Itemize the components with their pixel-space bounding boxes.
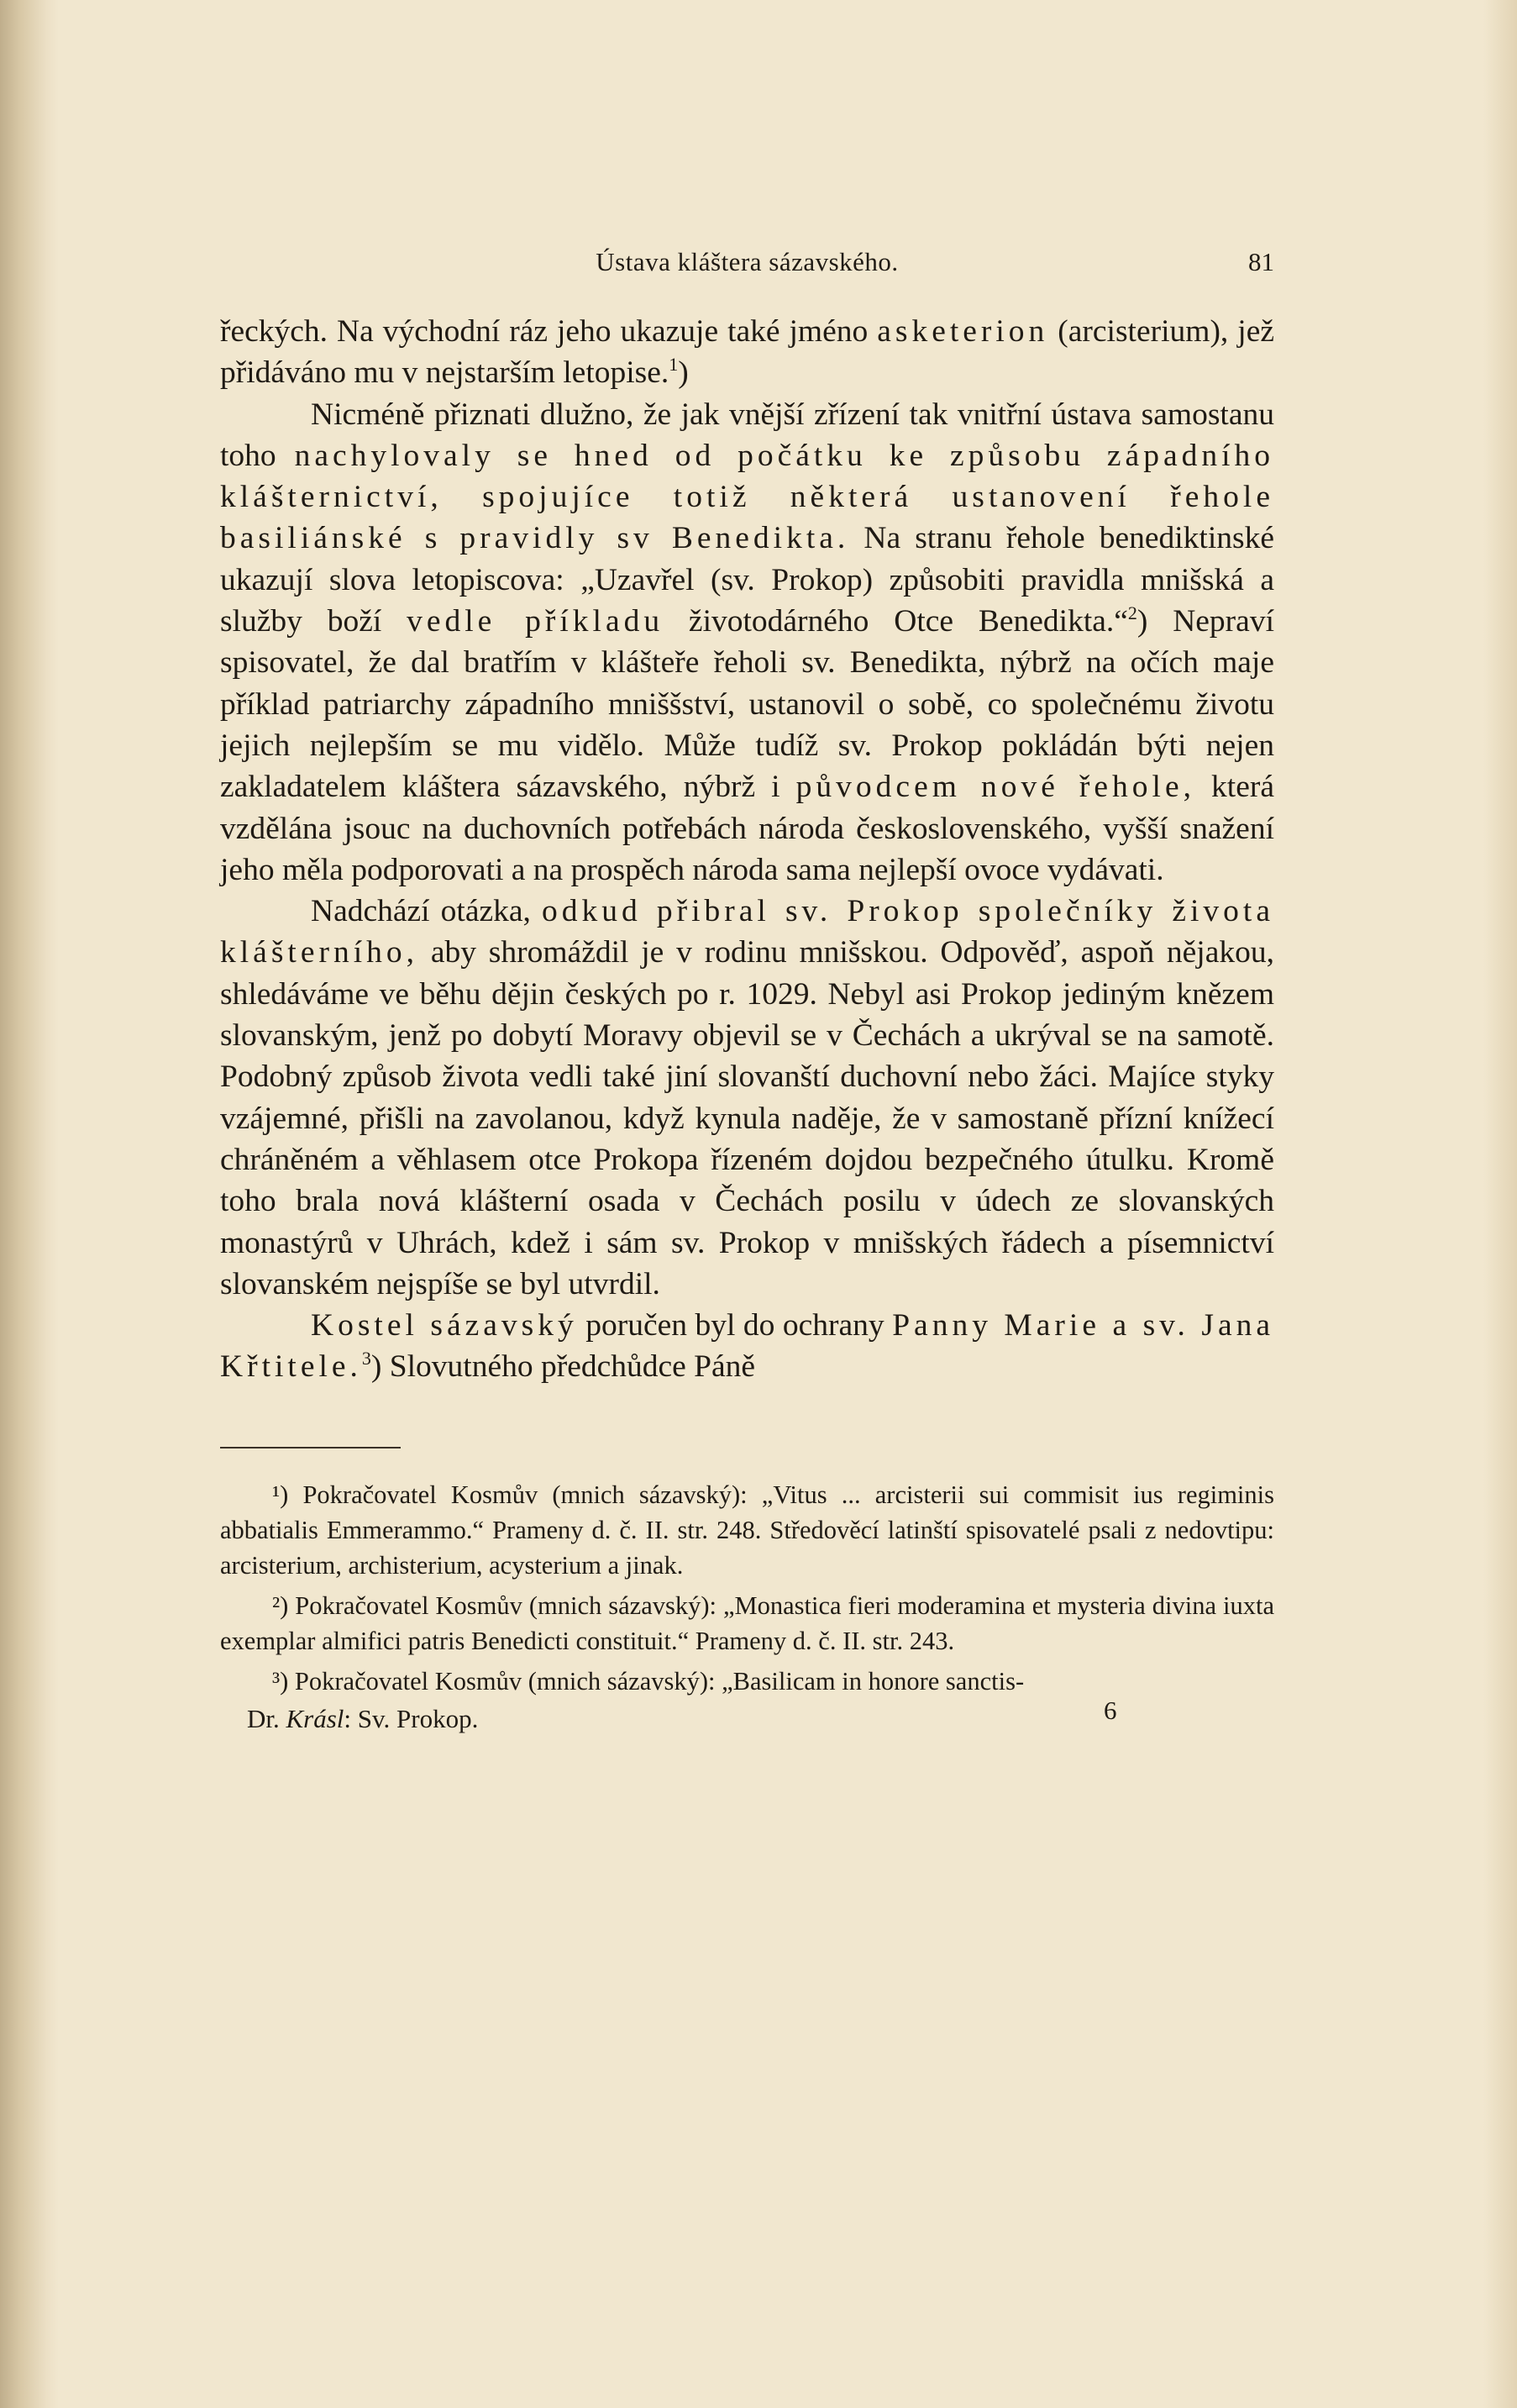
text-run: ) Slovutného předchůdce Páně	[370, 1349, 756, 1385]
body-paragraph	[220, 311, 1274, 394]
text-run: životodárného Otce Benedikta.“	[664, 604, 1128, 639]
text-run: (arcisterium), jež přidáváno mu v nejstarším letopise.	[220, 314, 1274, 391]
body-paragraph	[220, 1305, 1274, 1388]
footer-author-prefix: Dr.	[247, 1703, 286, 1733]
book-gutter-shadow	[0, 0, 59, 2408]
page-number: 81	[1248, 247, 1274, 276]
footnote-rule	[220, 1447, 401, 1448]
page-edge-shadow	[1483, 0, 1517, 2408]
footnotes	[220, 1477, 1274, 1699]
footnote: ²) Pokračovatel Kosmův (mnich sázavský): „Monastica fieri moderamina et mysteria divina iuxta exemplar almifici patris Benedicti constituit.“ Prameny d. č. II. str. 243.	[220, 1590, 1274, 1655]
footer-author	[247, 1704, 478, 1734]
footnote-reference: 1	[669, 354, 679, 376]
text-run: Nadchází otázka,	[311, 894, 543, 929]
body-paragraph	[220, 394, 1274, 891]
emphasized-text: Panny Marie a sv. Jana Křtitele.	[220, 1308, 1274, 1385]
text-run: která vzdělána jsouc na duchovních potřebách národa československého, vyšší snažení jeho měla podporovati a na prospěch národa sama nejlepší ovoce vydávati.	[220, 770, 1274, 887]
body-text	[220, 311, 1274, 1388]
footer-author-name: Krásl	[286, 1703, 344, 1733]
text-run: ) Nepraví spisovatel, že dal bratřím v klášteře řeholi sv. Benedikta, nýbrž na očích maje příklad patriarchy západního mniššství, ustanovil o sobě, co společnému životu jejich nejlepším se mu vidělo. Může tudíž sv. Prokop pokládán býti nejen zakladatelem kláštera sázavského, nýbrž i	[220, 604, 1274, 805]
footnote-reference: 2	[1127, 602, 1137, 624]
running-head-title: Ústava kláštera sázavského.	[596, 247, 899, 276]
body-paragraph	[220, 891, 1274, 1305]
text-run: Na stranu řehole benediktinské ukazují slova letopiscova: „Uzavřel (sv. Prokop) způsobiti pravidla mnišská a služby boží	[220, 521, 1274, 639]
footnote-reference: 3	[361, 1348, 371, 1370]
text-run: řeckých. Na východní ráz jeho ukazuje také jméno	[220, 314, 878, 349]
emphasized-text: původcem nové řehole,	[795, 770, 1195, 805]
footer-author-suffix: : Sv. Prokop.	[344, 1703, 479, 1733]
emphasized-text: asketerion	[877, 314, 1049, 349]
emphasized-text: nachylovaly se hned od počátku ke způsobu západního klášternictví, spojujíce totiž některá ustanovení řehole basiliánské s pravidly sv Benedikta.	[220, 438, 1275, 556]
footnote: ³) Pokračovatel Kosmův (mnich sázavský): „Basilicam in honore sanctis-	[272, 1666, 1025, 1696]
text-run: )	[678, 355, 689, 391]
emphasized-text: vedle příkladu	[407, 604, 664, 639]
footnote: ¹) Pokračovatel Kosmův (mnich sázavský): „Vitus ... arcisterii sui commisit ius regiminis abbatialis Emmerammo.“ Prameny d. č. II. str. 248. Středověcí latinští spisovatelé psali z nedovtipu: arcisterium, archisterium, acysterium a jinak.	[220, 1480, 1274, 1580]
text-run: poručen byl do ochrany	[577, 1308, 893, 1343]
signature-mark: 6	[1104, 1695, 1117, 1725]
text-run: Nicméně přiznati dlužno, že jak vnější zřízení tak vnitřní ústava samostanu toho	[220, 397, 1274, 473]
emphasized-text: odkud přibral sv. Prokop společníky života klášterního,	[220, 894, 1274, 970]
running-head	[220, 244, 1274, 294]
emphasized-text: Kostel sázavský	[311, 1308, 578, 1343]
text-run: aby shromáždil je v rodinu mnišskou. Odpověď, aspoň nějakou, shledáváme ve běhu dějin českých po r. 1029. Nebyl asi Prokop jediným knězem slovanským, jenž po dobytí Moravy objevil se v Čechách a ukrýval se na samotě. Podobný způsob života vedli také jiní slovanští duchovní nebo žáci. Majíce styky vzájemné, přišli na zavolanou, když kynula naděje, že v samostaně přízní knížecí chráněném a věhlasem otce Prokopa řízeném dojdou bezpečného útulku. Kromě toho brala nová klášterní osada v Čechách posilu v údech ze slovanských monastýrů v Uhrách, kdež i sám sv. Prokop v mnišských řádech a písemnictví slovanském nejspíše se byl utvrdil.	[220, 935, 1274, 1301]
page-footer	[220, 1695, 1274, 1744]
book-page	[220, 244, 1274, 1744]
